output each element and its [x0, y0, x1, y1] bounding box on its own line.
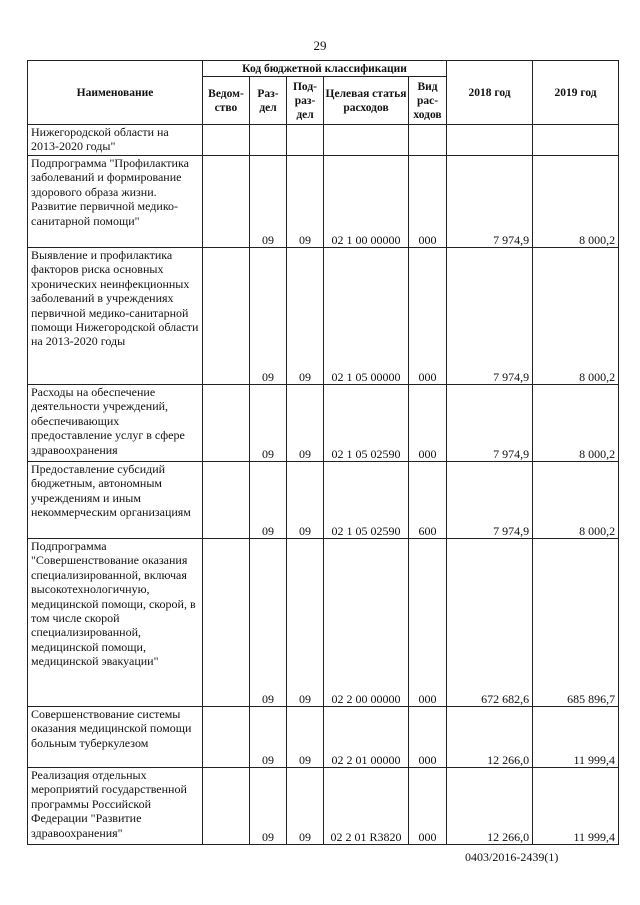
row-target-article: 02 1 00 00000 [324, 156, 409, 248]
row-name: Выявление и профилактика факторов риска основных хронических неинфекционных заболеваний в учреждениях первичной медико-санитарной помощи Нижегородской области на 2013-2020 годы [28, 248, 203, 385]
row-vedomstvo [203, 385, 250, 462]
row-target-article: 02 2 01 00000 [324, 707, 409, 768]
row-amount-2018: 7 974,9 [447, 156, 533, 248]
row-name: Совершенствование системы оказания медицинской помощи больным туберкулезом [28, 707, 203, 768]
row-target-article: 02 1 05 02590 [324, 462, 409, 539]
table-row [28, 539, 619, 707]
row-name: Нижегородской области на 2013-2020 годы" [28, 125, 203, 156]
row-expense-type [409, 125, 447, 156]
header-year-2019: 2019 год [533, 61, 619, 125]
row-name: Подпрограмма "Профилактика заболеваний и формирование здорового образа жизни. Развитие первичной медико-санитарной помощи" [28, 156, 203, 248]
row-amount-2018: 7 974,9 [447, 385, 533, 462]
row-vedomstvo [203, 707, 250, 768]
row-target-article: 02 2 00 00000 [324, 539, 409, 707]
row-razdel: 09 [250, 707, 287, 768]
row-amount-2018: 12 266,0 [447, 768, 533, 845]
row-podrazdel: 09 [287, 768, 324, 845]
row-amount-2019: 8 000,2 [533, 156, 619, 248]
table-row [28, 707, 619, 768]
header-razdel: Раз-дел [250, 77, 287, 125]
header-target-article: Целевая статья расходов [324, 77, 409, 125]
row-podrazdel: 09 [287, 462, 324, 539]
row-amount-2019: 11 999,4 [533, 768, 619, 845]
row-target-article: 02 1 05 02590 [324, 385, 409, 462]
table-row [28, 385, 619, 462]
header-name: Наименование [28, 61, 203, 125]
row-vedomstvo [203, 156, 250, 248]
row-amount-2018: 7 974,9 [447, 462, 533, 539]
row-amount-2019: 685 896,7 [533, 539, 619, 707]
row-podrazdel: 09 [287, 156, 324, 248]
row-target-article [324, 125, 409, 156]
document-code: 0403/2016-2439(1) [465, 850, 559, 864]
row-expense-type: 000 [409, 707, 447, 768]
row-amount-2019: 8 000,2 [533, 462, 619, 539]
row-amount-2018: 7 974,9 [447, 248, 533, 385]
row-razdel: 09 [250, 768, 287, 845]
row-amount-2019: 8 000,2 [533, 248, 619, 385]
row-vedomstvo [203, 768, 250, 845]
row-amount-2019: 8 000,2 [533, 385, 619, 462]
table-row [28, 768, 619, 845]
table-row [28, 156, 619, 248]
table-row [28, 248, 619, 385]
row-expense-type: 000 [409, 248, 447, 385]
row-name: Расходы на обеспечение деятельности учреждений, обеспечивающих предоставление услуг в сфере здравоохранения [28, 385, 203, 462]
row-expense-type: 600 [409, 462, 447, 539]
row-vedomstvo [203, 125, 250, 156]
table-row [28, 125, 619, 156]
row-expense-type: 000 [409, 539, 447, 707]
row-vedomstvo [203, 539, 250, 707]
row-razdel: 09 [250, 539, 287, 707]
row-name: Подпрограмма "Совершенствование оказания специализированной, включая высокотехнологичную, медицинской помощи, скорой, в том числе скорой специализированной, медицинской помощи, медицинской эвакуации" [28, 539, 203, 707]
row-expense-type: 000 [409, 156, 447, 248]
row-razdel [250, 125, 287, 156]
row-razdel: 09 [250, 248, 287, 385]
row-vedomstvo [203, 462, 250, 539]
row-podrazdel [287, 125, 324, 156]
row-name: Реализация отдельных мероприятий государственной программы Российской Федерации "Развитие здравоохранения" [28, 768, 203, 845]
header-podrazdel: Под-раз-дел [287, 77, 324, 125]
row-expense-type: 000 [409, 768, 447, 845]
page-number: 29 [313, 38, 327, 53]
row-amount-2018 [447, 125, 533, 156]
row-amount-2018: 12 266,0 [447, 707, 533, 768]
row-podrazdel: 09 [287, 248, 324, 385]
row-razdel: 09 [250, 385, 287, 462]
row-razdel: 09 [250, 462, 287, 539]
row-target-article: 02 1 05 00000 [324, 248, 409, 385]
header-vedomstvo: Ведом-ство [203, 77, 250, 125]
row-vedomstvo [203, 248, 250, 385]
row-podrazdel: 09 [287, 707, 324, 768]
budget-table [27, 60, 619, 845]
row-name: Предоставление субсидий бюджетным, автономным учреждениям и иным некоммерческим организациям [28, 462, 203, 539]
row-podrazdel: 09 [287, 385, 324, 462]
row-expense-type: 000 [409, 385, 447, 462]
row-amount-2019 [533, 125, 619, 156]
header-budget-code-group: Код бюджетной классификации [203, 61, 447, 77]
row-target-article: 02 2 01 R3820 [324, 768, 409, 845]
row-amount-2018: 672 682,6 [447, 539, 533, 707]
row-amount-2019: 11 999,4 [533, 707, 619, 768]
row-razdel: 09 [250, 156, 287, 248]
header-expense-type: Вид рас-ходов [409, 77, 447, 125]
header-year-2018: 2018 год [447, 61, 533, 125]
row-podrazdel: 09 [287, 539, 324, 707]
table-row [28, 462, 619, 539]
